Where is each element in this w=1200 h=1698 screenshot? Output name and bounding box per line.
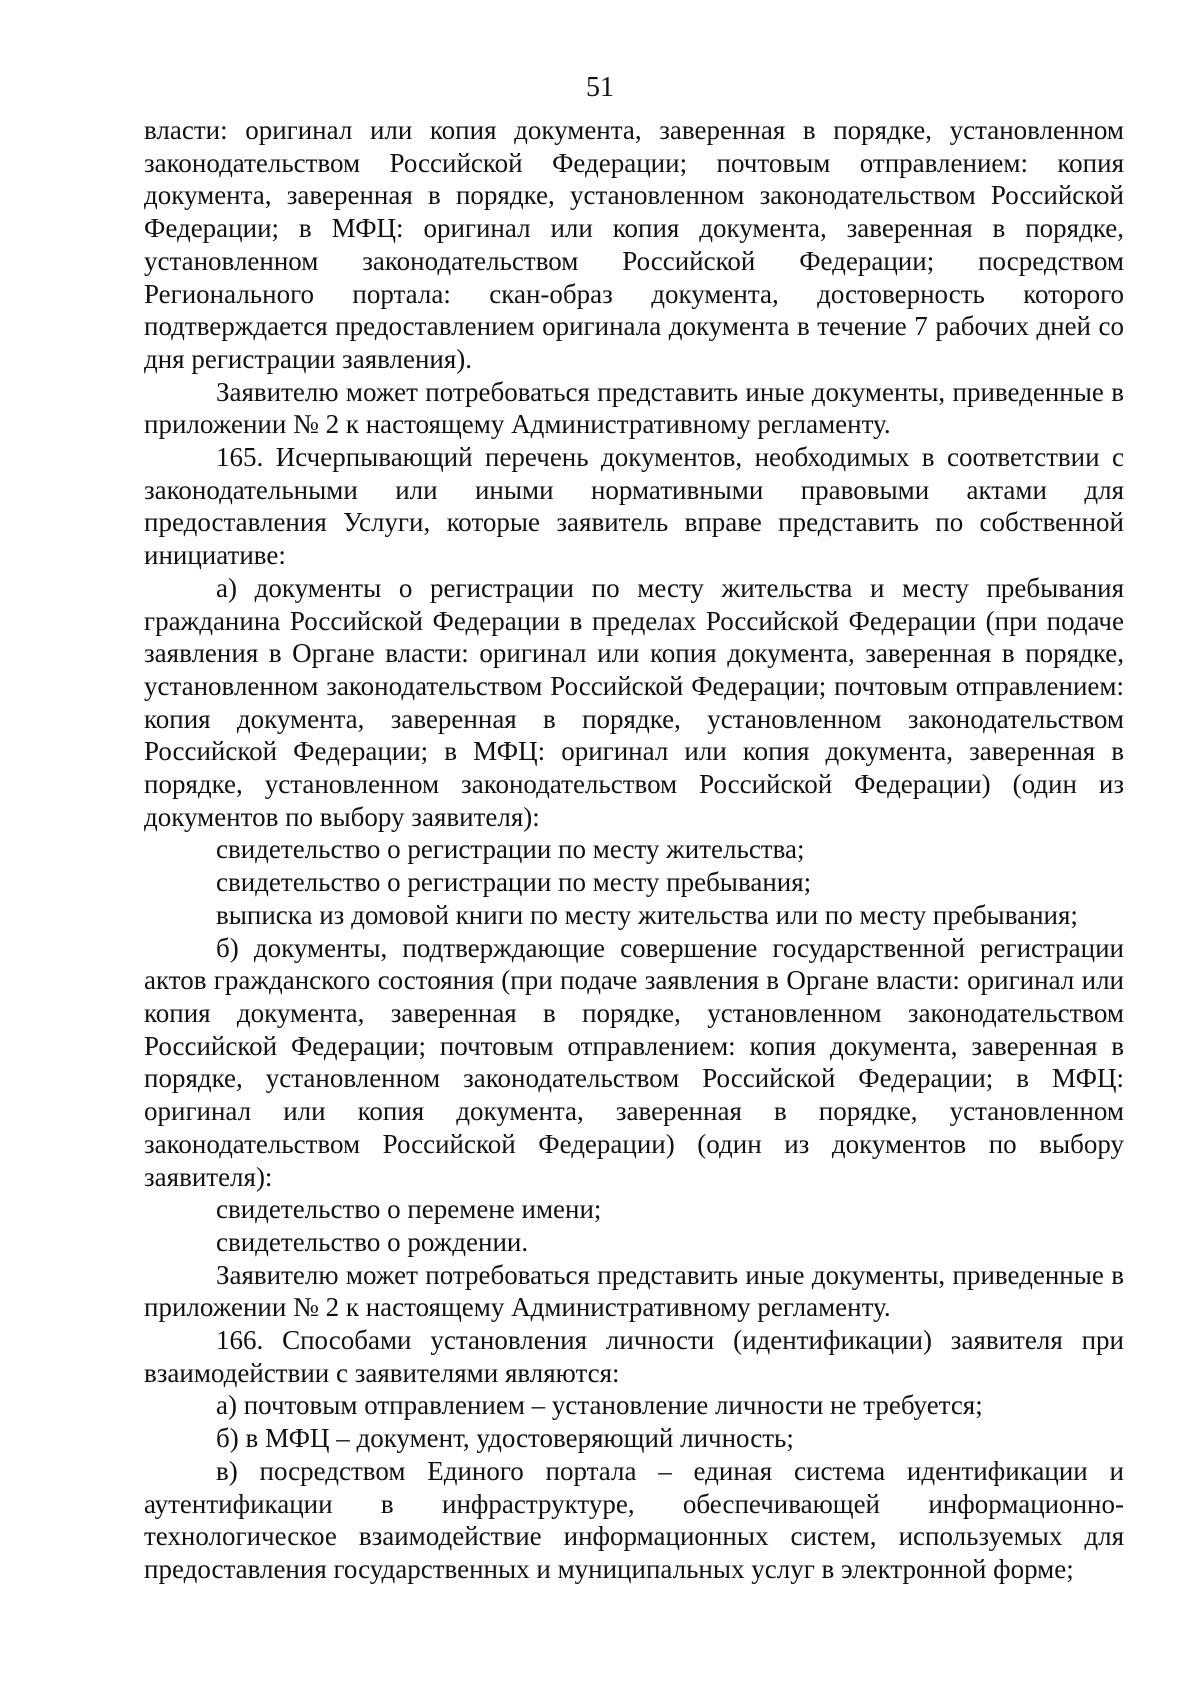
- list-item: в) посредством Единого портала – единая система идентификации и аутентификации в инфраструктуре, обеспечивающей информационно-технологическое взаимодействие информационных систем, используемых для предоставления государственных и муниципальных услуг в электронной форме;: [144, 1455, 1124, 1584]
- list-item: свидетельство о рождении.: [216, 1226, 529, 1257]
- list-item: свидетельство о регистрации по месту пребывания;: [216, 867, 812, 898]
- paragraph-item-a: а) документы о регистрации по месту жительства и месту пребывания гражданина Российской Федерации в пределах Российской Федерации (при подаче заявления в Органе власти: оригинал или копия документа, заверенная в порядке, установленном законодательством Российской Федерации; почтовым отправлением: копия документа, заверенная в порядке, установленном законодательством Российской Федерации; в МФЦ: оригинал или копия документа, заверенная в порядке, установленном законодательством Российской Федерации) (один из документов по выбору заявителя):: [144, 572, 1124, 832]
- paragraph-clause-166: 166. Способами установления личности (идентификации) заявителя при взаимодействии с заявителями являются:: [144, 1325, 1124, 1388]
- list-item: б) в МФЦ – документ, удостоверяющий личность;: [216, 1423, 794, 1454]
- list-item: свидетельство о регистрации по месту жительства;: [216, 834, 805, 865]
- paragraph-item-b: б) документы, подтверждающие совершение государственной регистрации актов гражданского состояния (при подаче заявления в Органе власти: оригинал или копия документа, заверенная в порядке, установленном законодательством Российской Федерации; почтовым отправлением: копия документа, заверенная в порядке, установленном законодательством Российской Федерации; в МФЦ: оригинал или копия документа, заверенная в порядке, установленном законодательством Российской Федерации) (один из документов по выбору заявителя):: [144, 932, 1124, 1192]
- list-item: а) почтовым отправлением – установление личности не требуется;: [216, 1390, 983, 1421]
- document-body: [144, 114, 1124, 1586]
- paragraph-continuation: власти: оригинал или копия документа, заверенная в порядке, установленном законодательством Российской Федерации; почтовым отправлением: копия документа, заверенная в порядке, установленном законодательством Российской Федерации; в МФЦ: оригинал или копия документа, заверенная в порядке, установленном законодательством Российской Федерации; посредством Регионального портала: скан-образ документа, достоверность которого подтверждается предоставлением оригинала документа в течение 7 рабочих дней со дня регистрации заявления).: [144, 115, 1124, 374]
- list-item: свидетельство о перемене имени;: [216, 1194, 602, 1225]
- paragraph: Заявителю может потребоваться представить иные документы, приведенные в приложении № 2 к настоящему Административному регламенту.: [144, 1259, 1124, 1323]
- list-item: выписка из домовой книги по месту жительства или по месту пребывания;: [216, 899, 1078, 930]
- paragraph: Заявителю может потребоваться представить иные документы, приведенные в приложении № 2 к настоящему Административному регламенту.: [144, 376, 1124, 440]
- paragraph-clause-165: 165. Исчерпывающий перечень документов, необходимых в соответствии с законодательными или иными нормативными правовыми актами для предоставления Услуги, которые заявитель вправе представить по собственной инициативе:: [144, 442, 1124, 571]
- page-number: 51: [586, 72, 614, 103]
